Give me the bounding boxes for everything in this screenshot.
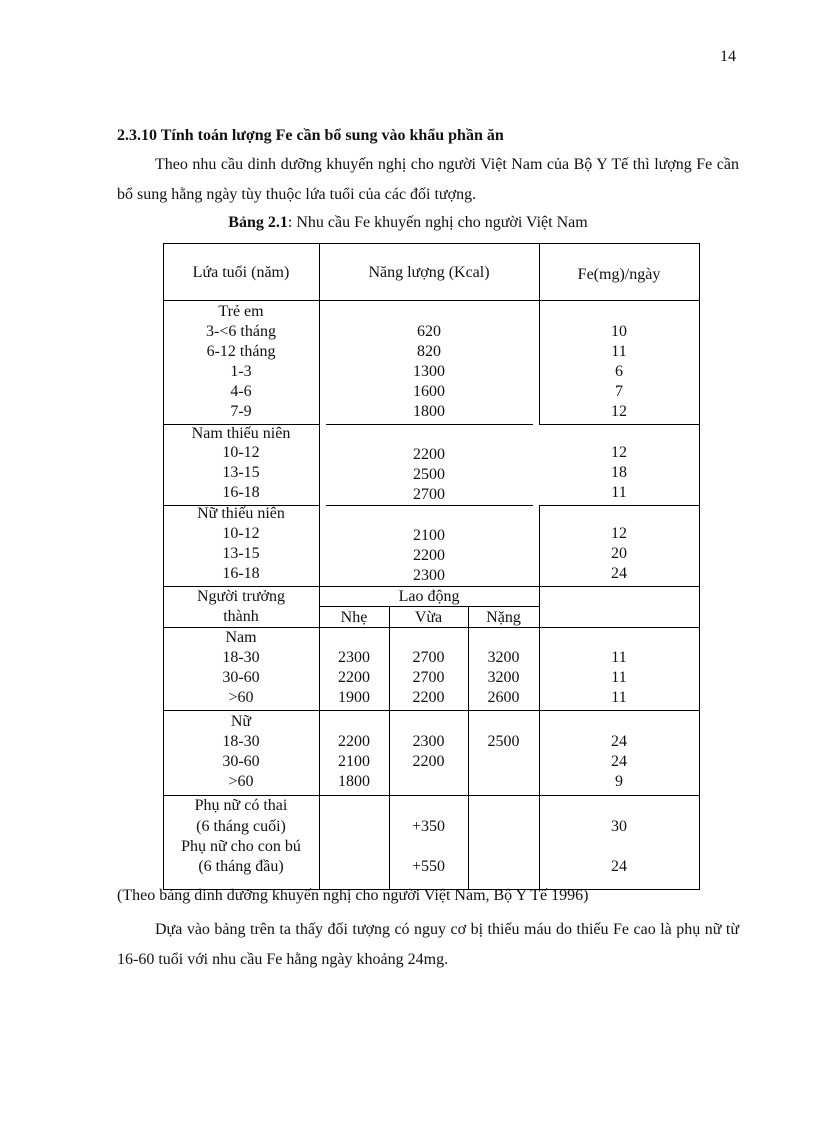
fe-cell: 10 xyxy=(611,323,627,340)
labor-header: Lao động xyxy=(398,588,460,605)
energy-light-cell: 2100 xyxy=(338,753,370,770)
age-cell: 4-6 xyxy=(230,383,252,400)
energy-cell: 2500 xyxy=(413,466,445,483)
fe-cell: 11 xyxy=(611,343,627,360)
age-cell: 16-18 xyxy=(222,484,260,501)
labor-moderate-header: Vừa xyxy=(414,609,443,626)
energy-light-cell: 2300 xyxy=(338,649,370,666)
section-heading: 2.3.10 Tính toán lượng Fe cần bổ sung vào khẩu phần ăn xyxy=(117,127,504,144)
fe-cell: 24 xyxy=(611,733,627,750)
fe-cell: 24 xyxy=(611,858,627,875)
group-label: Nam xyxy=(225,629,257,646)
energy-heavy-cell: 2600 xyxy=(487,689,520,706)
age-cell: 6-12 tháng xyxy=(206,343,276,360)
intro-paragraph: Theo nhu cầu dinh dưỡng khuyến nghị cho người Việt Nam của Bộ Y Tế thì lượng Fe cần bổ sung hằng ngày tùy thuộc lứa tuổi của các đối tượng. xyxy=(117,156,739,203)
group-label: Phụ nữ cho con bú xyxy=(181,838,301,855)
energy-moderate-cell: 2200 xyxy=(412,689,445,706)
age-cell: 1-3 xyxy=(230,363,252,380)
fe-cell: 12 xyxy=(611,403,627,420)
group-label: Nam thiếu niên xyxy=(191,425,291,442)
age-cell: >60 xyxy=(228,773,254,790)
fe-cell: 6 xyxy=(615,363,623,380)
group-label: Nữ thiếu niên xyxy=(197,505,285,522)
age-cell: 30-60 xyxy=(222,669,260,686)
energy-light-cell: 1800 xyxy=(338,773,370,790)
energy-moderate-cell: +350 xyxy=(411,818,446,835)
energy-light-cell: 1900 xyxy=(338,689,370,706)
group-label: Người trưởng xyxy=(196,588,286,605)
energy-cell: 2700 xyxy=(413,486,445,503)
energy-moderate-cell: 2700 xyxy=(412,649,445,666)
fe-cell: 9 xyxy=(615,773,623,790)
age-cell: 16-18 xyxy=(222,565,260,582)
age-cell: (6 tháng đầu) xyxy=(198,858,284,875)
age-cell: 13-15 xyxy=(222,464,260,481)
caption-text: : Nhu cầu Fe khuyến nghị cho người Việt Nam xyxy=(287,214,588,231)
age-cell: 30-60 xyxy=(222,753,260,770)
energy-heavy-cell: 2500 xyxy=(487,733,520,750)
energy-cell: 2100 xyxy=(413,527,445,544)
energy-cell: 620 xyxy=(417,323,441,340)
group-label: Trẻ em xyxy=(218,303,264,320)
energy-light-cell: 2200 xyxy=(338,669,370,686)
page-number: 14 xyxy=(720,48,736,65)
energy-cell: 1800 xyxy=(413,403,445,420)
age-cell: 18-30 xyxy=(222,649,260,666)
fe-cell: 12 xyxy=(611,525,627,542)
energy-cell: 820 xyxy=(417,343,441,360)
fe-cell: 11 xyxy=(611,689,627,706)
table-caption xyxy=(0,214,816,232)
age-cell: 7-9 xyxy=(230,403,252,420)
age-cell: (6 tháng cuối) xyxy=(196,818,286,835)
energy-heavy-cell: 3200 xyxy=(487,669,520,686)
fe-cell: 11 xyxy=(611,669,627,686)
fe-cell: 18 xyxy=(611,464,627,481)
age-cell: 13-15 xyxy=(222,545,260,562)
age-cell: 10-12 xyxy=(222,525,260,542)
fe-cell: 20 xyxy=(611,545,627,562)
energy-cell: 2200 xyxy=(413,547,445,564)
fe-cell: 11 xyxy=(611,484,627,501)
energy-heavy-cell: 3200 xyxy=(487,649,520,666)
group-label: Nữ xyxy=(230,713,252,730)
group-label: thành xyxy=(223,608,259,625)
energy-cell: 1300 xyxy=(413,363,445,380)
labor-heavy-header: Nặng xyxy=(486,609,521,626)
header-energy: Năng lượng (Kcal) xyxy=(368,264,490,281)
header-fe: Fe(mg)/ngày xyxy=(577,266,661,283)
age-cell: 3-<6 tháng xyxy=(206,323,276,340)
fe-cell: 12 xyxy=(611,444,627,461)
age-cell: 18-30 xyxy=(222,733,260,750)
fe-cell: 30 xyxy=(611,818,627,835)
source-note: (Theo bảng dinh dưỡng khuyến nghị cho người Việt Nam, Bộ Y Tế 1996) xyxy=(117,887,589,904)
energy-moderate-cell: 2700 xyxy=(412,669,445,686)
energy-moderate-cell: +550 xyxy=(411,858,446,875)
fe-requirement-table xyxy=(163,243,700,890)
header-age: Lứa tuổi (năm) xyxy=(192,264,290,281)
energy-moderate-cell: 2200 xyxy=(412,753,445,770)
fe-cell: 11 xyxy=(611,649,627,666)
energy-cell: 2200 xyxy=(413,446,445,463)
caption-label: Bảng 2.1 xyxy=(228,214,288,231)
labor-light-header: Nhẹ xyxy=(340,609,368,626)
energy-light-cell: 2200 xyxy=(338,733,370,750)
energy-cell: 2300 xyxy=(413,567,445,584)
fe-cell: 24 xyxy=(611,565,627,582)
fe-cell: 7 xyxy=(615,383,623,400)
fe-cell: 24 xyxy=(611,753,627,770)
group-label: Phụ nữ có thai xyxy=(194,797,288,814)
age-cell: 10-12 xyxy=(222,444,260,461)
age-cell: >60 xyxy=(228,689,254,706)
energy-moderate-cell: 2300 xyxy=(412,733,445,750)
energy-cell: 1600 xyxy=(413,383,445,400)
conclusion-paragraph: Dựa vào bảng trên ta thấy đối tượng có nguy cơ bị thiếu máu do thiếu Fe cao là phụ nữ từ 16-60 tuổi với nhu cầu Fe hằng ngày khoảng 24mg. xyxy=(117,921,739,968)
